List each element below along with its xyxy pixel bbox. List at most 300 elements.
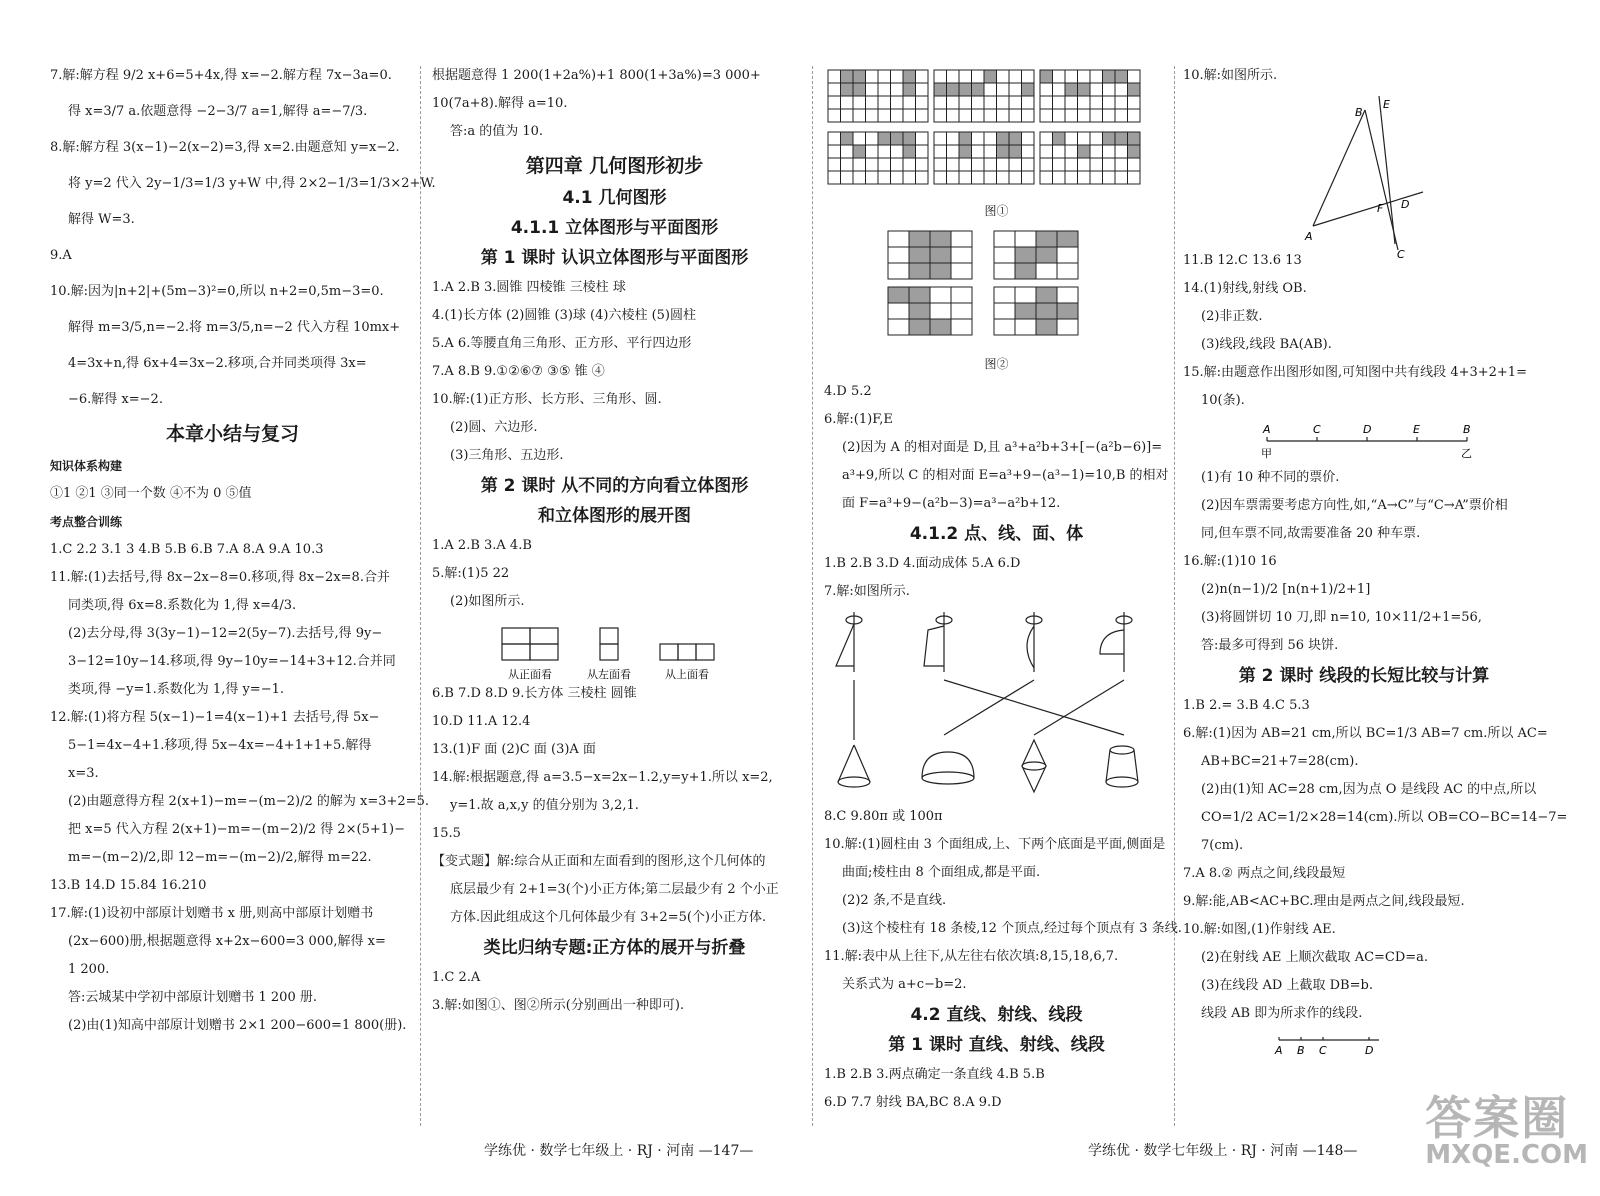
net-cell (909, 231, 930, 247)
net-cell (1040, 96, 1053, 109)
net-cell (984, 132, 997, 145)
net-cell (828, 158, 841, 171)
answer-line: 6.解:(1)F,E (824, 412, 893, 427)
special-topic-title: 类比归纳专题:正方体的展开与折叠 (483, 938, 746, 958)
net-cell (972, 145, 985, 158)
net-cell (916, 83, 929, 96)
net-cell (1128, 132, 1141, 145)
net-cell (1053, 109, 1066, 122)
net-cell (903, 83, 916, 96)
answer-line: 4=3x+n,得 6x+4=3x−2.移项,合并同类项得 3x= (68, 356, 367, 371)
answer-line: 10.解:(1)正方形、长方形、三角形、圆. (432, 392, 662, 407)
net-cell (1103, 145, 1116, 158)
answer-line: 4.(1)长方体 (2)圆锥 (3)球 (4)六棱柱 (5)圆柱 (432, 308, 697, 323)
net-cell (947, 132, 960, 145)
rotation-solids-svg (824, 610, 1164, 800)
net-cell (1128, 158, 1141, 171)
answer-line: 7.解:如图所示. (824, 584, 910, 599)
net-cell (1065, 83, 1078, 96)
lesson-title: 第 1 课时 认识立体图形与平面图形 (480, 248, 749, 268)
column-divider-right (1174, 66, 1175, 1126)
net-cell (891, 96, 904, 109)
net-cell (994, 263, 1015, 279)
net-cell (930, 303, 951, 319)
net-cell (891, 70, 904, 83)
net-cell (951, 231, 972, 247)
answer-line: 11.解:(1)去括号,得 8x−2x−8=0.移项,得 8x−2x=8.合并 (50, 570, 390, 585)
net-cell (1115, 96, 1128, 109)
answer-line: 5−1=4x−4+1.移项,得 5x−4x=−4+1+1+5.解得 (68, 738, 372, 753)
net-cell (891, 158, 904, 171)
net-cell (1115, 83, 1128, 96)
net-cell (1090, 171, 1103, 184)
net-cell (828, 70, 841, 83)
view-label-front: 从正面看 (508, 668, 552, 681)
net-cell (1115, 158, 1128, 171)
net-cell (930, 247, 951, 263)
net-cell (984, 70, 997, 83)
net-cell (1078, 109, 1091, 122)
answer-line: 6.B 7.D 8.D 9.长方体 三棱柱 圆锥 (432, 686, 637, 701)
net-cell (1053, 96, 1066, 109)
net-cell (916, 132, 929, 145)
net-cell (984, 96, 997, 109)
net-cell (888, 263, 909, 279)
net-cell (930, 231, 951, 247)
net-cell (959, 171, 972, 184)
net-cell (853, 109, 866, 122)
answer-line: 6.解:(1)因为 AB=21 cm,所以 BC=1/3 AB=7 cm.所以 AC= (1183, 726, 1548, 741)
net-cell (997, 96, 1010, 109)
net-cell (1065, 96, 1078, 109)
answer-line: (2)去分母,得 3(3y−1)−12=2(5y−7).去括号,得 9y− (68, 626, 383, 641)
net-cell (984, 158, 997, 171)
net-cell (828, 145, 841, 158)
net-cell (959, 145, 972, 158)
net-cell (1128, 70, 1141, 83)
net-cell (888, 247, 909, 263)
net-cell (1065, 109, 1078, 122)
segment-svg (1183, 419, 1543, 461)
net-cell (1036, 319, 1057, 335)
net-cell (1065, 158, 1078, 171)
net-cell (1053, 171, 1066, 184)
net-cell (916, 145, 929, 158)
segment-figure (1183, 419, 1545, 468)
answer-line: 答:最多可得到 56 块饼. (1201, 638, 1339, 653)
sub-heading-training: 考点整合训练 (50, 515, 123, 529)
net-cell (1022, 96, 1035, 109)
answer-line: y=1.故 a,x,y 的值分别为 3,2,1. (450, 798, 639, 813)
watermark (1425, 1082, 1588, 1170)
segment-point-label: D (1363, 423, 1372, 436)
net-cell (959, 83, 972, 96)
segment-point-label: A (1263, 423, 1271, 436)
net-cell (909, 287, 930, 303)
net-cell (997, 158, 1010, 171)
net-cell (853, 132, 866, 145)
net-cell (1022, 132, 1035, 145)
cube-nets-svg-1 (824, 66, 1154, 194)
net-cell (930, 263, 951, 279)
net-cell (891, 132, 904, 145)
answer-line: 11.B 12.C 13.6 13 (1183, 253, 1302, 268)
net-cell (1040, 83, 1053, 96)
three-views-figure (432, 620, 797, 684)
net-cell (972, 109, 985, 122)
net-cell (972, 96, 985, 109)
net-cell (959, 158, 972, 171)
net-cell (841, 132, 854, 145)
answer-line: 15.5 (432, 826, 461, 841)
net-cell (934, 96, 947, 109)
segment-point-label: B (1463, 423, 1471, 436)
net-cell (1015, 263, 1036, 279)
net-cell (866, 145, 879, 158)
cube-nets-svg-2 (824, 227, 1154, 347)
net-cell (828, 171, 841, 184)
subsection-title: 4.1.2 点、线、面、体 (909, 524, 1084, 544)
three-views-svg (502, 620, 762, 684)
net-cell (1022, 83, 1035, 96)
net-cell (878, 83, 891, 96)
answer-line: 将 y=2 代入 2y−1/3=1/3 y+W 中,得 2×2−1/3=1/3×2+W. (68, 176, 436, 191)
net-cell (934, 109, 947, 122)
net-cell (1090, 132, 1103, 145)
answer-line: 同类项,得 6x=8.系数化为 1,得 x=4/3. (68, 598, 297, 613)
answer-line: 类项,得 −y=1.系数化为 1,得 y=−1. (68, 682, 284, 697)
net-cell (1078, 145, 1091, 158)
answer-line: 把 x=5 代入方程 2(x+1)−m=−(m−2)/2 得 2×(5+1)− (68, 822, 405, 837)
net-cell (916, 171, 929, 184)
answer-line: (3)将圆饼切 10 刀,即 n=10, 10×11/2+1=56, (1201, 610, 1482, 625)
net-cell (1009, 171, 1022, 184)
lesson-title: 第 1 课时 直线、射线、线段 (888, 1035, 1105, 1055)
answer-line: −6.解得 x=−2. (68, 392, 163, 407)
net-cell (1090, 109, 1103, 122)
net-cell (1128, 96, 1141, 109)
segment-end-label: 乙 (1461, 447, 1472, 460)
net-cell (1057, 263, 1078, 279)
point-label: B (1355, 106, 1363, 119)
net-cell (1022, 109, 1035, 122)
net-cell (866, 171, 879, 184)
net-cell (984, 83, 997, 96)
answer-line: (2)由(1)知高中部原计划赠书 2×1 200−600=1 800(册). (68, 1018, 407, 1033)
net-cell (1128, 109, 1141, 122)
answer-line: 1.B 2.= 3.B 4.C 5.3 (1183, 698, 1310, 713)
point-label: C (1397, 248, 1405, 261)
net-cell (1090, 83, 1103, 96)
net-cell (866, 96, 879, 109)
answer-line: AB+BC=21+7=28(cm). (1201, 754, 1359, 769)
net-cell (1115, 109, 1128, 122)
net-cell (1009, 132, 1022, 145)
page-footer-right: 学练优 · 数学七年级上 · RJ · 河南 —148— (1088, 1143, 1358, 1159)
section-title: 4.2 直线、射线、线段 (910, 1005, 1083, 1025)
net-cell (972, 83, 985, 96)
net-cell (951, 247, 972, 263)
net-cell (903, 158, 916, 171)
net-cell (1115, 171, 1128, 184)
answer-line: 根据题意得 1 200(1+2a%)+1 800(1+3a%)=3 000+ (432, 68, 761, 83)
segment-end-label: 甲 (1261, 447, 1272, 460)
view-label-top: 从上面看 (665, 668, 709, 681)
net-cell (1040, 132, 1053, 145)
segment-point-label: C (1313, 423, 1321, 436)
answer-line: 5.解:(1)5 22 (432, 566, 510, 581)
net-cell (947, 96, 960, 109)
net-cell (1078, 132, 1091, 145)
net-cell (1103, 171, 1116, 184)
net-cell (1103, 70, 1116, 83)
net-cell (947, 158, 960, 171)
net-cell (934, 171, 947, 184)
answer-block-7-10 (50, 66, 436, 410)
net-cell (972, 70, 985, 83)
answer-line: (2)如图所示. (450, 594, 525, 609)
answer-line: (2)圆、六边形. (450, 420, 538, 435)
left-page-column-2 (432, 66, 797, 1024)
net-cell (947, 70, 960, 83)
net-cell (916, 109, 929, 122)
net-cell (934, 145, 947, 158)
net-cell (1053, 83, 1066, 96)
net-cell (1009, 145, 1022, 158)
answer-line: (2)非正数. (1201, 309, 1263, 324)
net-cell (934, 158, 947, 171)
watermark-url: MXQE.COM (1425, 1140, 1588, 1170)
net-cell (903, 109, 916, 122)
point-label: A (1305, 230, 1313, 243)
net-cell (934, 70, 947, 83)
net-cell (1103, 158, 1116, 171)
net-cell (1053, 158, 1066, 171)
net-cell (1078, 171, 1091, 184)
net-cell (1128, 171, 1141, 184)
net-cell (994, 287, 1015, 303)
net-cell (1036, 303, 1057, 319)
net-cell (841, 158, 854, 171)
answer-line: (1)有 10 种不同的票价. (1201, 470, 1340, 485)
net-cell (959, 96, 972, 109)
answer-line: 线段 AB 即为所求作的线段. (1201, 1006, 1363, 1021)
net-cell (828, 109, 841, 122)
net-cell (1036, 247, 1057, 263)
net-cell (1115, 145, 1128, 158)
answer-line: (2)因为 A 的相对面是 D,且 a³+a²b+3+[−(a²b−6)]= (842, 440, 1163, 455)
answer-line: 9.A (50, 248, 72, 263)
net-cell (994, 247, 1015, 263)
page-divider (812, 66, 813, 1126)
answer-line: 3.解:如图①、图②所示(分别画出一种即可). (432, 998, 685, 1013)
net-cell (828, 96, 841, 109)
net-cell (866, 158, 879, 171)
net-cell (1040, 109, 1053, 122)
net-cell (1057, 247, 1078, 263)
net-cell (1065, 171, 1078, 184)
net-cell (903, 96, 916, 109)
net-cell (1015, 319, 1036, 335)
net-cell (1090, 145, 1103, 158)
right-page-column-1 (824, 66, 1182, 1121)
answer-line: (2)在射线 AE 上顺次截取 AC=CD=a. (1201, 950, 1429, 965)
answer-line: 1.C 2.A (432, 970, 481, 985)
answer-line: 9.解:能,AB<AC+BC.理由是两点之间,线段最短. (1183, 894, 1465, 909)
net-cell (1065, 145, 1078, 158)
point-label: E (1383, 98, 1390, 111)
answer-line: 8.C 9.80π 或 100π (824, 809, 943, 824)
right-page-column-2 (1183, 66, 1568, 1065)
net-cell (994, 303, 1015, 319)
net-cell (1065, 132, 1078, 145)
net-cell (959, 132, 972, 145)
watermark-logo-text: 答案圈 (1425, 1091, 1570, 1145)
net-cell (959, 109, 972, 122)
net-cell (853, 96, 866, 109)
lesson-title: 第 2 课时 从不同的方向看立体图形 (480, 476, 749, 496)
net-cell (878, 132, 891, 145)
answer-line: 6.D 7.7 射线 BA,BC 8.A 9.D (824, 1095, 1002, 1110)
net-cell (1078, 158, 1091, 171)
net-cell (1090, 158, 1103, 171)
net-cell (866, 83, 879, 96)
rotation-solids-figure (824, 610, 1169, 807)
net-cell (1057, 303, 1078, 319)
ray-svg (1183, 1032, 1383, 1058)
answer-line: (2)由题意得方程 2(x+1)−m=−(m−2)/2 的解为 x=3+2=5. (68, 794, 429, 809)
net-cell (951, 287, 972, 303)
ray-construction-figure (1183, 1032, 1545, 1065)
net-cell (959, 70, 972, 83)
answer-line: 17.解:(1)设初中部原计划赠书 x 册,则高中部原计划赠书 (50, 906, 374, 921)
answer-line: 14.解:根据题意,得 a=3.5−x=2x−1.2,y=y+1.所以 x=2, (432, 770, 773, 785)
answer-line: 16.解:(1)10 16 (1183, 554, 1277, 569)
net-cell (947, 83, 960, 96)
net-cell (909, 319, 930, 335)
net-cell (1057, 319, 1078, 335)
net-cell (947, 145, 960, 158)
net-cell (984, 171, 997, 184)
answer-line: (3)线段,线段 BA(AB). (1201, 337, 1332, 352)
net-cell (997, 132, 1010, 145)
net-cell (888, 319, 909, 335)
net-cell (1057, 287, 1078, 303)
point-label: D (1401, 198, 1410, 211)
net-cell (972, 158, 985, 171)
net-cell (1103, 132, 1116, 145)
net-cell (1040, 171, 1053, 184)
net-cell (1103, 109, 1116, 122)
net-cell (1036, 231, 1057, 247)
answer-line: CO=1/2 AC=1/2×28=14(cm).所以 OB=CO−BC=14−7= (1201, 810, 1568, 825)
answer-line: (3)三角形、五边形. (450, 448, 564, 463)
net-cell (997, 109, 1010, 122)
ray-point-label: D (1365, 1044, 1374, 1057)
net-cell (1015, 231, 1036, 247)
answer-line: 解得 m=3/5,n=−2.将 m=3/5,n=−2 代入方程 10mx+ (68, 320, 401, 335)
answer-line: 关系式为 a+c−b=2. (842, 977, 967, 992)
ray-point-label: A (1275, 1044, 1283, 1057)
answer-line: 解得 W=3. (68, 212, 135, 227)
net-cell (997, 83, 1010, 96)
answer-line: 【变式题】解:综合从正面和左面看到的图形,这个几何体的 (432, 854, 766, 869)
net-cell (1065, 70, 1078, 83)
sub-heading-knowledge: 知识体系构建 (50, 459, 123, 473)
answer-line: 13.(1)F 面 (2)C 面 (3)A 面 (432, 742, 596, 757)
net-cell (1022, 158, 1035, 171)
net-cell (1078, 70, 1091, 83)
column-divider-left (420, 66, 421, 1126)
page-footer-left: 学练优 · 数学七年级上 · RJ · 河南 —147— (484, 1143, 754, 1159)
answer-line: 10.解:如图,(1)作射线 AE. (1183, 922, 1336, 937)
answer-line: 1.B 2.B 3.D 4.面动成体 5.A 6.D (824, 556, 1021, 571)
net-cell (853, 70, 866, 83)
net-cell (947, 171, 960, 184)
view-label-left: 从左面看 (587, 668, 631, 681)
net-cell (866, 70, 879, 83)
net-cell (934, 83, 947, 96)
net-cell (1040, 145, 1053, 158)
net-cell (841, 83, 854, 96)
net-cell (909, 263, 930, 279)
net-cell (891, 109, 904, 122)
answer-line: 11.解:表中从上往下,从左往右依次填:8,15,18,6,7. (824, 949, 1119, 964)
lesson-title: 第 2 课时 线段的长短比较与计算 (1238, 666, 1490, 686)
net-cell (866, 109, 879, 122)
answer-line: (2)由(1)知 AC=28 cm,因为点 O 是线段 AC 的中点,所以 (1201, 782, 1537, 797)
net-cell (997, 145, 1010, 158)
net-cell (930, 287, 951, 303)
net-cell (1103, 83, 1116, 96)
net-cell (1022, 171, 1035, 184)
net-cell (841, 96, 854, 109)
answer-line: 3−12=10y−14.移项,得 9y−10y=−14+3+12.合并同 (68, 654, 396, 669)
net-cell (1090, 96, 1103, 109)
ray-point-label: C (1319, 1044, 1327, 1057)
net-cell (984, 109, 997, 122)
net-cell (916, 96, 929, 109)
net-cell (891, 145, 904, 158)
net-cell (878, 109, 891, 122)
net-cell (853, 171, 866, 184)
net-cell (1009, 83, 1022, 96)
net-cell (1036, 263, 1057, 279)
answer-line: 1.A 2.B 3.圆锥 四棱锥 三棱柱 球 (432, 280, 626, 295)
net-cell (994, 319, 1015, 335)
net-cell (984, 145, 997, 158)
net-cell (828, 83, 841, 96)
answer-line: 7.A 8.B 9.①②⑥⑦ ③⑤ 锥 ④ (432, 364, 605, 379)
net-cell (930, 319, 951, 335)
ray-point-label: B (1297, 1044, 1305, 1057)
net-cell (1053, 132, 1066, 145)
net-cell (903, 171, 916, 184)
net-cell (888, 303, 909, 319)
net-cell (841, 70, 854, 83)
answer-line: (2)n(n−1)/2 [n(n+1)/2+1] (1201, 582, 1371, 597)
net-cell (878, 145, 891, 158)
answer-line: (2x−600)册,根据题意得 x+2x−600=3 000,解得 x= (68, 934, 386, 949)
net-cell (1057, 231, 1078, 247)
net-cell (1009, 96, 1022, 109)
net-cell (878, 171, 891, 184)
net-cell (1128, 145, 1141, 158)
net-cell (891, 83, 904, 96)
net-cell (878, 96, 891, 109)
net-cell (853, 83, 866, 96)
net-cell (1078, 96, 1091, 109)
